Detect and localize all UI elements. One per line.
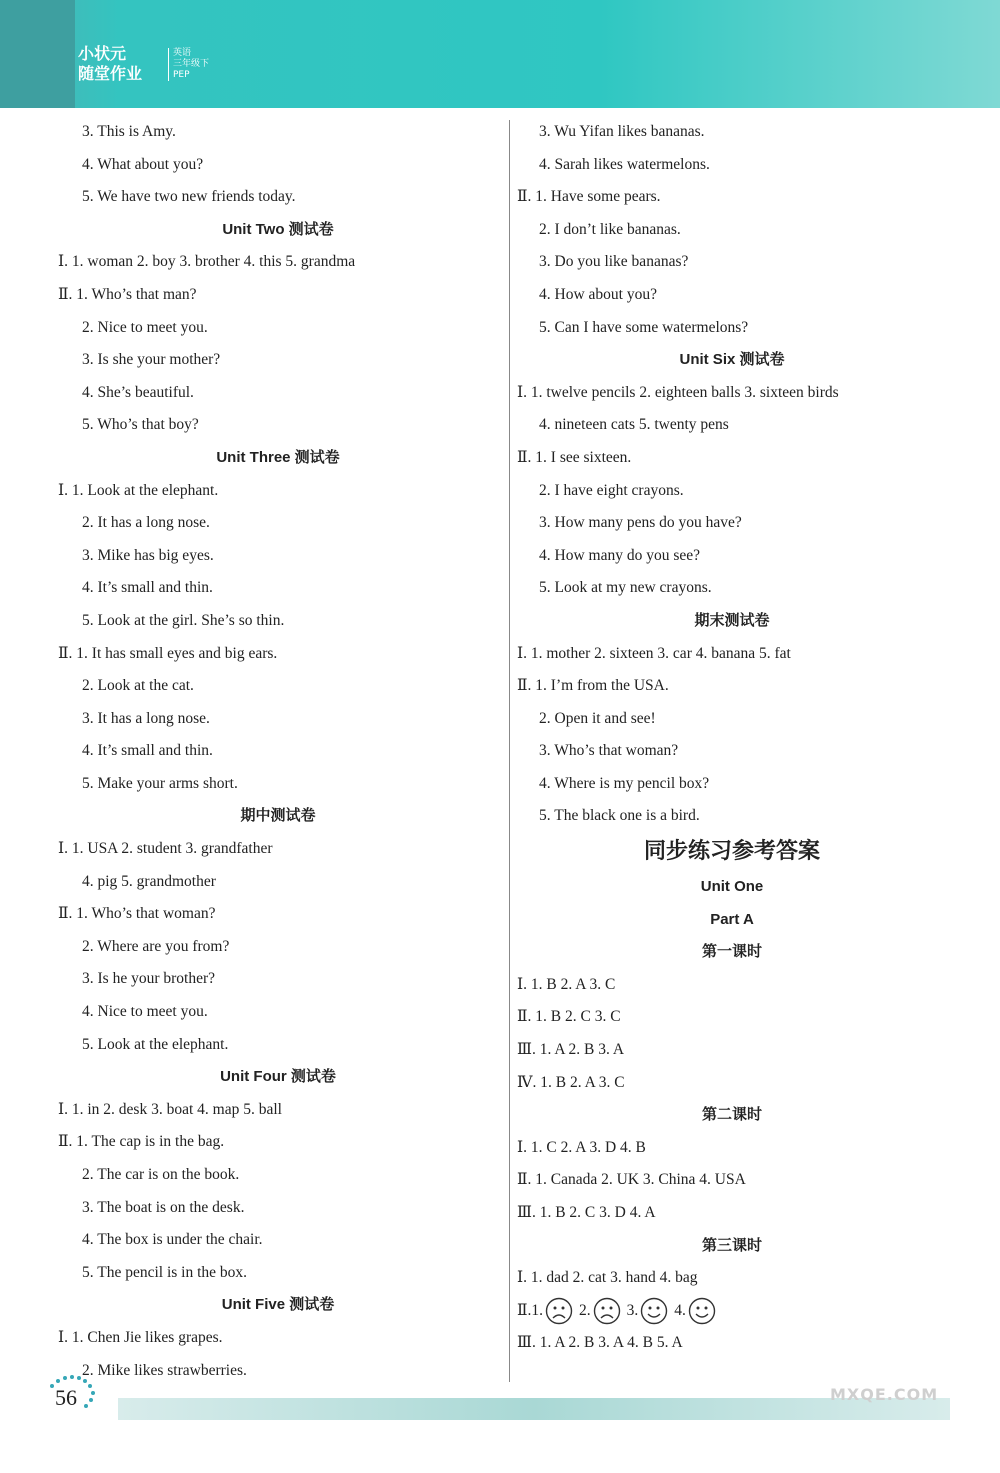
section-heading: Unit Three 测试卷 (216, 448, 340, 466)
answer-line: 5. Can I have some watermelons? (539, 318, 749, 336)
answer-line: 4. Where is my pencil box? (539, 774, 710, 792)
answer-section-label: Ⅱ. (517, 1301, 532, 1319)
answer-line: 2. Where are you from? (82, 937, 230, 955)
answer-line: Ⅰ. 1. in 2. desk 3. boat 4. map 5. ball (58, 1100, 282, 1118)
answer-line: 4. Sarah likes watermelons. (539, 155, 710, 173)
answer-line: 5. The black one is a bird. (539, 807, 700, 825)
face-answer-label: 1. (531, 1301, 544, 1319)
smiling-face-icon (688, 1297, 716, 1325)
section-title: 同步练习参考答案 (643, 839, 820, 865)
face-answer-label: 3. (626, 1301, 639, 1319)
edition-label: PEP (173, 70, 190, 80)
answer-line: Ⅰ. 1. mother 2. sixteen 3. car 4. banana 5. fat (517, 644, 791, 662)
answer-line: Ⅰ. 1. C 2. A 3. D 4. B (517, 1138, 646, 1156)
answer-line: 4. It’s small and thin. (82, 742, 213, 760)
answer-line: 5. We have two new friends today. (82, 188, 296, 206)
sad-face-icon (545, 1297, 573, 1325)
answer-line: 3. Is she your mother? (82, 351, 221, 369)
section-heading: 第三课时 (701, 1236, 762, 1254)
answer-line-faces (517, 1295, 947, 1328)
answer-line: Ⅰ. 1. dad 2. cat 3. hand 4. bag (517, 1269, 698, 1287)
section-heading: 第二课时 (701, 1106, 762, 1124)
answer-line: 4. Nice to meet you. (82, 1003, 208, 1021)
answer-line: Ⅲ. 1. B 2. C 3. D 4. A (517, 1204, 656, 1221)
page-number: 56 (55, 1385, 77, 1410)
answer-line: Ⅰ. 1. USA 2. student 3. grandfather (58, 840, 273, 858)
answer-line: 2. Mike likes strawberries. (82, 1361, 247, 1379)
section-heading: Part A (710, 910, 754, 928)
answer-line: Ⅱ. 1. Who’s that woman? (58, 905, 216, 923)
answer-line: 3. Wu Yifan likes bananas. (539, 123, 705, 140)
answer-line: 3. The boat is on the desk. (82, 1198, 245, 1216)
answer-line: 5. Look at my new crayons. (539, 579, 712, 597)
footer-band (118, 1398, 950, 1420)
brand-line-1: 小状元 (78, 44, 127, 63)
answer-line: Ⅱ. 1. Who’s that man? (58, 285, 197, 303)
sad-face-icon (593, 1297, 621, 1325)
answer-line: Ⅱ. 1. Canada 2. UK 3. China 4. USA (517, 1171, 746, 1189)
answer-line: 4. She’s beautiful. (82, 383, 194, 401)
section-heading: Unit Six 测试卷 (679, 351, 785, 369)
answer-line: 5. Make your arms short. (82, 774, 238, 792)
section-heading: Unit One (700, 878, 764, 896)
answer-line: 2. Nice to meet you. (82, 318, 208, 336)
answer-column-left (58, 116, 498, 1387)
section-heading: 第一课时 (701, 943, 762, 961)
answer-line: 5. The pencil is in the box. (82, 1263, 248, 1281)
answer-line: 3. Who’s that woman? (539, 742, 679, 760)
answer-line: Ⅰ. 1. Chen Jie likes grapes. (58, 1328, 223, 1346)
answer-line: Ⅱ. 1. Have some pears. (517, 188, 661, 206)
watermark: MXQE.COM (830, 1385, 939, 1404)
answer-line: 5. Who’s that boy? (82, 416, 199, 434)
book-meta (168, 48, 209, 81)
brand-line-2: 随堂作业 (78, 64, 143, 83)
answer-line: 5. Look at the elephant. (82, 1035, 229, 1053)
brand-logo (78, 44, 142, 84)
answer-line: Ⅰ. 1. twelve pencils 2. eighteen balls 3. sixteen birds (517, 383, 839, 401)
answer-line: 3. Is he your brother? (82, 970, 215, 988)
header-color-block (0, 0, 75, 108)
answer-line: 4. How many do you see? (539, 546, 700, 564)
subject-label: 英语 (173, 48, 192, 58)
answer-line: Ⅱ. 1. I see sixteen. (517, 448, 632, 466)
answer-line: Ⅱ. 1. I’m from the USA. (517, 677, 669, 695)
answer-column-right (517, 116, 947, 1360)
answer-line: Ⅰ. 1. B 2. A 3. C (517, 975, 616, 993)
section-heading: Unit Five 测试卷 (221, 1296, 335, 1314)
face-answer-label: 2. (579, 1301, 591, 1319)
answer-line: 2. It has a long nose. (82, 514, 210, 532)
answer-line: Ⅲ. 1. A 2. B 3. A (517, 1041, 625, 1059)
answer-line: Ⅱ. 1. B 2. C 3. C (517, 1008, 621, 1026)
answer-line: 4. How about you? (539, 285, 657, 303)
answer-line: 4. It’s small and thin. (82, 579, 213, 597)
answer-line: 3. Do you like bananas? (539, 253, 689, 271)
answer-line: Ⅰ. 1. woman 2. boy 3. brother 4. this 5. grandma (58, 253, 356, 271)
answer-line: 3. It has a long nose. (82, 709, 210, 727)
answer-line: 2. The car is on the book. (82, 1166, 240, 1183)
column-divider (509, 120, 510, 1382)
answer-line: 2. Look at the cat. (82, 677, 194, 695)
answer-line: Ⅰ. 1. Look at the elephant. (58, 481, 219, 499)
answer-line: Ⅲ. 1. A 2. B 3. A 4. B 5. A (517, 1334, 683, 1352)
answer-line: Ⅱ. 1. It has small eyes and big ears. (58, 644, 278, 662)
face-answer-label: 4. (674, 1301, 686, 1319)
answer-line: 5. Look at the girl. She’s so thin. (82, 611, 285, 629)
section-heading: Unit Four 测试卷 (220, 1068, 336, 1086)
answer-line: 3. How many pens do you have? (539, 514, 742, 532)
answer-line: 2. Open it and see! (539, 709, 656, 727)
answer-line: 4. What about you? (82, 155, 204, 173)
page-header-band (0, 0, 1000, 108)
grade-label: 三年级下 (173, 59, 210, 69)
smiling-face-icon (640, 1297, 668, 1325)
section-heading: 期中测试卷 (240, 807, 316, 825)
answer-line: 2. I don’t like bananas. (539, 220, 681, 238)
answer-line: 3. This is Amy. (82, 123, 176, 140)
answer-line: 4. The box is under the chair. (82, 1231, 263, 1249)
section-heading: Unit Two 测试卷 (222, 220, 334, 238)
answer-line: 2. I have eight crayons. (539, 481, 684, 499)
answer-line: 4. pig 5. grandmother (82, 872, 216, 890)
section-heading: 期末测试卷 (694, 611, 770, 629)
answer-line: 4. nineteen cats 5. twenty pens (539, 416, 729, 434)
answer-line: Ⅳ. 1. B 2. A 3. C (517, 1073, 625, 1091)
answer-line: Ⅱ. 1. The cap is in the bag. (58, 1133, 225, 1151)
answer-line: 3. Mike has big eyes. (82, 546, 214, 564)
